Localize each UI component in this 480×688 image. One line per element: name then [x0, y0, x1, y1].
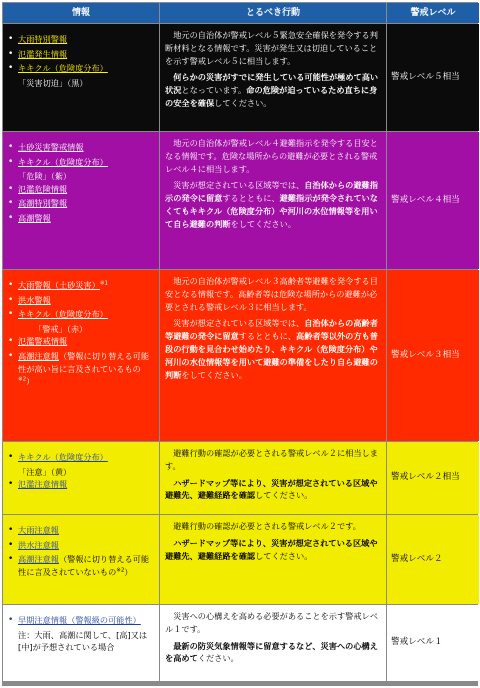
info-link[interactable]: キキクル（危険度分布）: [18, 452, 108, 462]
info-link-detail: （警報に切り替える可能性に言及されていないもの: [18, 554, 150, 577]
action-paragraph: [165, 477, 382, 503]
action-text: してください。: [214, 97, 272, 108]
info-link[interactable]: 高潮特別警報: [18, 198, 68, 209]
bullet-icon: •: [8, 615, 14, 625]
info-list-item: [8, 212, 156, 226]
info-list-item: [8, 279, 156, 293]
info-list-item: [8, 350, 156, 388]
action-emphasis: 最新の防災気象情報等に留意するなど、災害への心構えを高めて: [165, 640, 378, 664]
info-link[interactable]: 氾濫発生情報: [18, 48, 68, 59]
bullet-icon: •: [8, 183, 14, 194]
info-list-item: [8, 197, 156, 211]
info-note: 「注意」（黄）: [18, 466, 72, 477]
info-item-text: [18, 279, 156, 292]
action-text: をしてください。: [181, 369, 247, 380]
header-info: 情報: [3, 3, 159, 23]
row-level3-info: [3, 270, 159, 441]
info-item-text: [18, 141, 156, 154]
info-list-item: [8, 48, 156, 62]
info-list-item: [8, 156, 156, 170]
action-paragraph: [165, 520, 382, 533]
action-paragraph: [165, 640, 382, 666]
action-emphasis: ハザードマップ等により、災害が想定されている区域や避難先、避難経路を確認: [165, 537, 378, 561]
row-level3-action: [160, 270, 386, 441]
info-list-item: [8, 294, 156, 308]
row-level5-info: [3, 24, 159, 131]
info-list-item: [8, 614, 156, 628]
bullet-icon: •: [8, 452, 14, 462]
action-emphasis: 高齢者等以外の方も普段の行動を見合わせ始めたり、キキクル（危険度分布）や河川の水位情報等を用いて避難の準備をしたり自ら避難の判断: [165, 331, 378, 380]
info-list-item: [8, 183, 156, 197]
info-item-text: [18, 156, 156, 169]
info-list-item: [8, 478, 156, 492]
action-paragraph: [165, 610, 382, 636]
action-text: 災害が想定されている区域等では、: [173, 180, 305, 191]
bullet-icon: •: [8, 350, 14, 361]
row-level4-info: [3, 132, 159, 269]
action-paragraph: [165, 137, 382, 175]
row-level2-action: [160, 515, 386, 604]
info-link[interactable]: 氾濫危険情報: [18, 183, 68, 194]
action-paragraph: [165, 275, 382, 313]
action-text: 地元の自治体が警戒レベル５緊急安全確保を発令する判断材料となる情報です。災害が発生又は切迫していることを示す警戒レベル５に相当します。: [165, 30, 378, 66]
info-list-item: [8, 451, 156, 465]
info-list-item: [8, 62, 156, 76]
row-level2eq-level: 警戒レベル２相当: [387, 442, 479, 514]
info-list-item: [8, 141, 156, 155]
info-item-text: [18, 197, 156, 210]
info-link[interactable]: 大雨注意報: [18, 525, 59, 535]
info-item-text: [18, 478, 156, 491]
info-item-text: [18, 212, 156, 225]
info-link[interactable]: キキクル（危険度分布）: [18, 63, 108, 73]
info-item-text: [18, 308, 156, 321]
action-text: 地元の自治体が警戒レベル４避難指示を発令する目安となる情報です。危険な場所からの避難が必要とされる警戒レベル４に相当します。: [165, 138, 378, 174]
bullet-icon: •: [8, 554, 14, 564]
info-link[interactable]: 高潮注意報: [18, 350, 59, 361]
action-paragraph: [165, 71, 382, 109]
action-paragraph: [165, 447, 382, 473]
action-text: 災害が想定されている区域等では、: [173, 318, 305, 329]
info-link[interactable]: 氾濫注意情報: [18, 479, 68, 490]
info-item-text: [18, 614, 156, 627]
info-link[interactable]: 大雨警報（土砂災害）: [18, 280, 100, 290]
action-emphasis: 命の危険が迫っているため直ちに身の安全を確保: [165, 85, 378, 108]
info-item-text: [18, 350, 156, 388]
action-text: 災害への心構えを高める必要があることを示す警戒レベル１です。: [165, 611, 378, 634]
bullet-icon: •: [8, 280, 14, 290]
action-paragraph: [165, 537, 382, 563]
action-text: 地元の自治体が警戒レベル３高齢者等避難を発令する目安となる情報です。高齢者等は危険な場所からの避難が必要とされる警戒レベル３に相当します。: [165, 276, 378, 312]
info-list-item: [8, 539, 156, 553]
info-item-text: [18, 48, 156, 61]
info-item-text: [18, 183, 156, 196]
action-text: してください。: [255, 490, 313, 501]
info-link-detail: （警報に切り替える可能性が高い旨に言及されているもの: [18, 350, 150, 374]
bullet-icon: •: [8, 525, 14, 535]
info-link[interactable]: キキクル（危険度分布）: [18, 309, 108, 319]
bullet-icon: •: [8, 34, 14, 44]
info-link[interactable]: 高潮注意報: [18, 554, 59, 564]
info-list-item: [8, 33, 156, 47]
action-text: となっています。: [181, 85, 247, 96]
action-emphasis: ハザードマップ等により、災害が想定されている区域や避難先、避難経路を確認: [165, 477, 378, 501]
bullet-icon: •: [8, 336, 14, 347]
bullet-icon: •: [8, 63, 14, 73]
action-emphasis: 自治体からの高齢者等避難の発令に留意: [165, 318, 378, 342]
row-level5-level: 警戒レベル５相当: [387, 24, 479, 131]
info-note: 「災害切迫」（黒）: [18, 77, 88, 88]
info-item-text: [18, 451, 156, 464]
bullet-icon: •: [8, 539, 14, 550]
info-link[interactable]: 大雨特別警報: [18, 34, 68, 44]
action-text: するとともに、: [238, 331, 297, 342]
footnote-mark: ※1: [99, 280, 108, 287]
info-item-text: [18, 335, 156, 348]
info-link[interactable]: キキクル（危険度分布）: [18, 156, 108, 167]
info-note: 「危険」（紫）: [18, 171, 72, 181]
row-level1-info: [3, 605, 159, 681]
bullet-icon: •: [8, 198, 14, 209]
header-level: 警戒レベル: [387, 3, 479, 23]
info-link[interactable]: 早期注意情報（警報級の可能性）: [18, 615, 141, 625]
bullet-icon: •: [8, 156, 14, 167]
action-text: をしてください。: [230, 218, 297, 229]
info-list-item: [8, 335, 156, 349]
info-list-item: [8, 524, 156, 538]
action-emphasis: 自治体からの避難指示の発令に留意: [165, 180, 378, 204]
row-level4-level: 警戒レベル４相当: [387, 132, 479, 269]
info-link[interactable]: 洪水警報: [18, 294, 51, 305]
action-text: 避難行動の確認が必要とされる警戒レベル２に相当します。: [165, 448, 378, 471]
row-level1-level: 警戒レベル１: [387, 605, 479, 681]
info-link[interactable]: 高潮警報: [18, 212, 51, 223]
bullet-icon: •: [8, 212, 14, 223]
header-action: とるべき行動: [160, 3, 386, 23]
footnote-mark: ※2: [18, 376, 27, 383]
row-level3-level: 警戒レベル３相当: [387, 270, 479, 441]
action-text: 避難行動の確認が必要とされる警戒レベル２です。: [173, 521, 361, 531]
info-link[interactable]: 洪水注意報: [18, 539, 59, 550]
bullet-icon: •: [8, 48, 14, 59]
info-link[interactable]: 氾濫警戒情報: [18, 336, 68, 347]
action-paragraph: [165, 29, 382, 67]
action-text: してください。: [255, 550, 313, 561]
info-item-text: [18, 294, 156, 307]
info-list-item: [8, 308, 156, 322]
action-paragraph: [165, 179, 382, 230]
action-emphasis: 何らかの災害がすでに発生している可能性が極めて高い状況: [165, 72, 379, 96]
info-note: 注：大雨、高潮に関して、[高]又は[中]が予想されている場合: [18, 629, 148, 653]
row-level4-action: [160, 132, 386, 269]
info-note: 「警戒」（赤）: [34, 323, 88, 334]
action-paragraph: [165, 317, 382, 381]
row-level2eq-action: [160, 442, 386, 514]
row-level5-action: [160, 24, 386, 131]
row-level2-level: 警戒レベル２: [387, 515, 479, 604]
bullet-icon: •: [8, 309, 14, 319]
action-emphasis: 避難指示が発令されていなくてもキキクル（危険度分布）や河川の水位情報等を用いて自ら避難の判断: [165, 193, 378, 229]
warning-level-table: [2, 2, 478, 686]
info-list-item: [8, 553, 156, 579]
info-link[interactable]: 土砂災害警戒情報: [18, 142, 84, 152]
info-item-text: [18, 553, 156, 579]
info-item-text: [18, 539, 156, 552]
row-level2-info: [3, 515, 159, 604]
bullet-icon: •: [8, 479, 14, 490]
bullet-icon: •: [8, 294, 14, 305]
info-link-tail: ）: [26, 376, 35, 387]
info-item-text: [18, 33, 156, 46]
info-item-text: [18, 524, 156, 537]
row-level2eq-info: [3, 442, 159, 514]
footnote-mark: ※2: [116, 567, 125, 574]
row-level1-action: [160, 605, 386, 681]
bullet-icon: •: [8, 142, 14, 152]
info-link-tail: ）: [124, 566, 133, 577]
action-text: ください。: [197, 653, 239, 664]
info-item-text: [18, 62, 156, 75]
action-text: するとともに、: [222, 193, 280, 204]
